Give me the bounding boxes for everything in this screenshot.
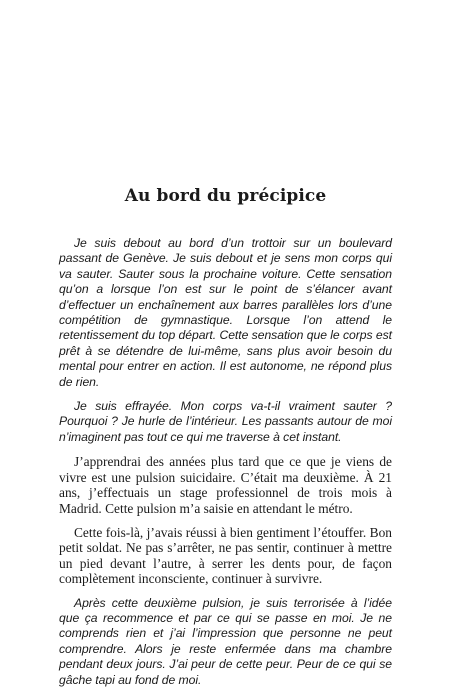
paragraph-3: J’apprendrai des années plus tard que ce que je viens de vivre est une pulsion suicidaire. C’était ma deuxième. À 21 ans, j’effectuais un stage professionnel de trois mois à Madrid. Cette pulsion m’a saisie en attendant le métro.	[59, 454, 392, 516]
book-page	[59, 0, 392, 694]
paragraph-5: Après cette deuxième pulsion, je suis terrorisée à l’idée que ça recommence et par ce qui se passe en moi. Je ne comprends rien et j’ai l’impression que personne ne peut comprendre. Alors je reste enfermée dans ma chambre pendant deux jours. J’ai peur de cette peur. Peur de ce qui se gâche tapi au fond de moi.	[59, 595, 392, 687]
paragraph-2: Je suis effrayée. Mon corps va-t-il vraiment sauter ? Pourquoi ? Je hurle de l’intérieur. Les passants autour de moi n’imaginent pas tout ce qui me traverse à cet instant.	[59, 399, 392, 444]
paragraph-1: Je suis debout au bord d’un trottoir sur un boulevard passant de Genève. Je suis debout et je sens mon corps qui va sauter. Sauter sous la prochaine voiture. Cette sensation qu’on a lorsque l’on est sur le point de s’élancer avant d’effectuer un enchaînement aux barres parallèles lors d’une compétition de gymnastique. Lorsque l’on attend le retentissement du top départ. Cette sensation que le corps est prêt à se détendre de lui-même, sans plus avoir besoin du mental pour entrer en action. Il est autonome, ne répond plus de rien.	[59, 236, 392, 389]
chapter-title: Au bord du précipice	[124, 186, 327, 206]
paragraph-4: Cette fois-là, j’avais réussi à bien gentiment l’étouffer. Bon petit soldat. Ne pas s’arrêter, ne pas sentir, continuer à mettre un pied devant l’autre, à serrer les dents pour, de façon complètement inconsciente, continuer à survivre.	[59, 524, 392, 587]
chapter-body	[59, 236, 392, 697]
